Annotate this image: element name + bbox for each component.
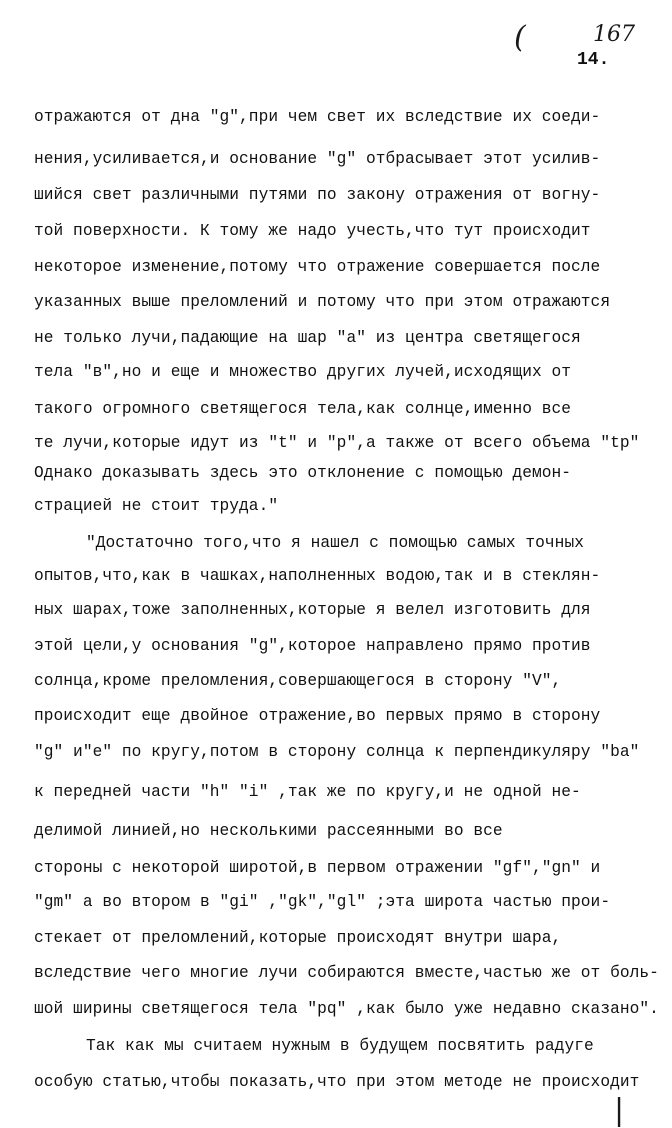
- text-line: стороны с некоторой широтой,в первом отражении "gf","gn" и: [34, 859, 601, 877]
- text-line: страцией не стоит труда.": [34, 497, 279, 515]
- text-line: шийся свет различными путями по закону отражения от вогну-: [34, 186, 601, 204]
- text-line: опытов,что,как в чашках,наполненных водою,так и в стеклян-: [34, 567, 601, 585]
- margin-stroke-mark: |: [614, 1093, 625, 1128]
- handwritten-page-number: 167: [593, 22, 635, 47]
- typed-page-number: 14.: [577, 50, 610, 70]
- text-line: некоторое изменение,потому что отражение совершается после: [34, 258, 601, 276]
- text-line: Однако доказывать здесь это отклонение с помощью демон-: [34, 464, 572, 482]
- text-line: солнца,кроме преломления,совершающегося в сторону "V",: [34, 672, 562, 690]
- text-line: стекает от преломлений,которые происходят внутри шара,: [34, 929, 562, 947]
- text-line: "g" и"е" по кругу,потом в сторону солнца к перпендикуляру "ba": [34, 743, 640, 761]
- text-line: к передней части "h" "i" ,так же по кругу,и не одной не-: [34, 783, 581, 801]
- text-line: происходит еще двойное отражение,во первых прямо в сторону: [34, 707, 601, 725]
- text-line: указанных выше преломлений и потому что при этом отражаются: [34, 293, 611, 311]
- text-line: отражаются от дна "g",при чем свет их вследствие их соеди-: [34, 108, 601, 126]
- text-line: особую статью,чтобы показать,что при этом методе не происходит: [34, 1073, 640, 1091]
- text-line: делимой линией,но несколькими рассеянными во все: [34, 822, 503, 840]
- text-line: тела "в",но и еще и множество других лучей,исходящих от: [34, 363, 572, 381]
- text-line: шой ширины светящегося тела "pq" ,как было уже недавно сказано".: [34, 1000, 659, 1018]
- paragraph-start-line: "Достаточно того,что я нашел с помощью самых точных: [86, 534, 584, 552]
- text-line: "gm" а во втором в "gi" ,"gk","gl" ;эта широта частью прои-: [34, 893, 611, 911]
- text-line: не только лучи,падающие на шар "а" из центра светящегося: [34, 329, 581, 347]
- text-line: такого огромного светящегося тела,как солнце,именно все: [34, 400, 572, 418]
- text-line: ных шарах,тоже заполненных,которые я велел изготовить для: [34, 601, 591, 619]
- paragraph-start-line: Так как мы считаем нужным в будущем посвятить радуге: [86, 1037, 594, 1055]
- text-line: нения,усиливается,и основание "g" отбрасывает этот усилив-: [34, 150, 601, 168]
- text-line: этой цели,у основания "g",которое направлено прямо против: [34, 637, 591, 655]
- margin-paren-mark: (: [514, 20, 526, 55]
- text-line: той поверхности. К тому же надо учесть,что тут происходит: [34, 222, 591, 240]
- text-line: вследствие чего многие лучи собираются вместе,частью же от боль-: [34, 964, 659, 982]
- text-line: те лучи,которые идут из "t" и "р",а также от всего объема "tp": [34, 434, 640, 452]
